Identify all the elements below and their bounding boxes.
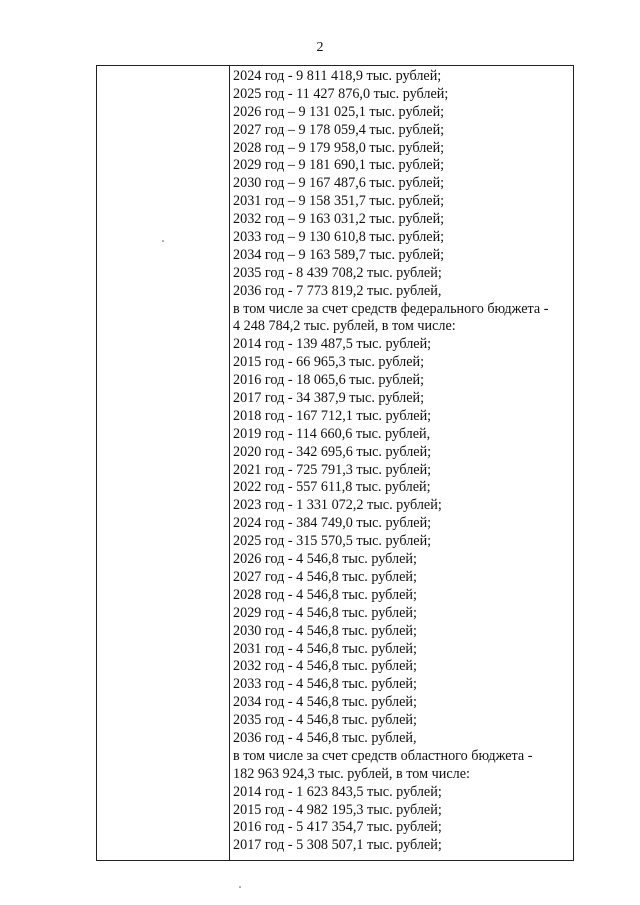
text-line: 4 248 784,2 тыс. рублей, в том числе:	[233, 318, 456, 335]
text-line: в том числе за счет средств областного бюджета -	[233, 747, 533, 764]
text-line: 2033 год – 9 130 610,8 тыс. рублей;	[233, 229, 445, 246]
text-line: 2027 год – 9 178 059,4 тыс. рублей;	[233, 121, 445, 138]
text-line: 2026 год - 4 546,8 тыс. рублей;	[233, 551, 417, 568]
text-line: 2030 год – 9 167 487,6 тыс. рублей;	[233, 175, 445, 192]
column-divider	[229, 65, 230, 861]
text-line: 2027 год - 4 546,8 тыс. рублей;	[233, 568, 417, 585]
text-line: 2031 год - 4 546,8 тыс. рублей;	[233, 640, 417, 657]
text-line: 2016 год - 5 417 354,7 тыс. рублей;	[233, 819, 442, 836]
text-line: 2024 год - 384 749,0 тыс. рублей;	[233, 515, 432, 532]
text-line: 2028 год – 9 179 958,0 тыс. рублей;	[233, 139, 445, 156]
text-line: в том числе за счет средств федерального бюджета -	[233, 300, 549, 317]
text-line: 2035 год - 8 439 708,2 тыс. рублей;	[233, 264, 442, 281]
text-line: 2029 год – 9 181 690,1 тыс. рублей;	[233, 157, 445, 174]
text-line: 2021 год - 725 791,3 тыс. рублей;	[233, 461, 432, 478]
page-number: 2	[316, 40, 324, 55]
text-line: 2016 год - 18 065,6 тыс. рублей;	[233, 372, 425, 389]
text-line: 2025 год - 11 427 876,0 тыс. рублей;	[233, 85, 449, 102]
text-line: 2033 год - 4 546,8 тыс. рублей;	[233, 676, 417, 693]
text-line: 2025 год - 315 570,5 тыс. рублей;	[233, 533, 432, 550]
scan-speck	[162, 240, 164, 242]
text-line: 2034 год - 4 546,8 тыс. рублей;	[233, 694, 417, 711]
text-line: 2029 год - 4 546,8 тыс. рублей;	[233, 604, 417, 621]
text-line: 2020 год - 342 695,6 тыс. рублей;	[233, 443, 432, 460]
text-line: 2032 год – 9 163 031,2 тыс. рублей;	[233, 211, 445, 228]
text-line: 2036 год - 4 546,8 тыс. рублей,	[233, 729, 417, 746]
text-line: 2036 год - 7 773 819,2 тыс. рублей,	[233, 282, 442, 299]
text-line: 2023 год - 1 331 072,2 тыс. рублей;	[233, 497, 442, 514]
text-line: 2026 год – 9 131 025,1 тыс. рублей;	[233, 103, 445, 120]
text-line: 2030 год - 4 546,8 тыс. рублей;	[233, 622, 417, 639]
text-line: 2019 год - 114 660,6 тыс. рублей,	[233, 425, 431, 442]
text-line: 2017 год - 34 387,9 тыс. рублей;	[233, 390, 425, 407]
funding-text-cell	[233, 68, 571, 855]
text-line: 2031 год – 9 158 351,7 тыс. рублей;	[233, 193, 445, 210]
text-line: 2015 год - 66 965,3 тыс. рублей;	[233, 354, 425, 371]
text-line: 2014 год - 1 623 843,5 тыс. рублей;	[233, 783, 442, 800]
scan-speck	[239, 886, 241, 888]
text-line: 2014 год - 139 487,5 тыс. рублей;	[233, 336, 432, 353]
text-line: 2022 год - 557 611,8 тыс. рублей;	[233, 479, 431, 496]
text-line: 2032 год - 4 546,8 тыс. рублей;	[233, 658, 417, 675]
text-line: 2028 год - 4 546,8 тыс. рублей;	[233, 586, 417, 603]
text-line: 2018 год - 167 712,1 тыс. рублей;	[233, 407, 432, 424]
text-line: 2024 год - 9 811 418,9 тыс. рублей;	[233, 68, 442, 84]
text-line: 2035 год - 4 546,8 тыс. рублей;	[233, 712, 417, 729]
text-line: 2017 год - 5 308 507,1 тыс. рублей;	[233, 837, 442, 854]
text-line: 182 963 924,3 тыс. рублей, в том числе:	[233, 765, 470, 782]
text-line: 2034 год – 9 163 589,7 тыс. рублей;	[233, 246, 445, 263]
text-line: 2015 год - 4 982 195,3 тыс. рублей;	[233, 801, 442, 818]
